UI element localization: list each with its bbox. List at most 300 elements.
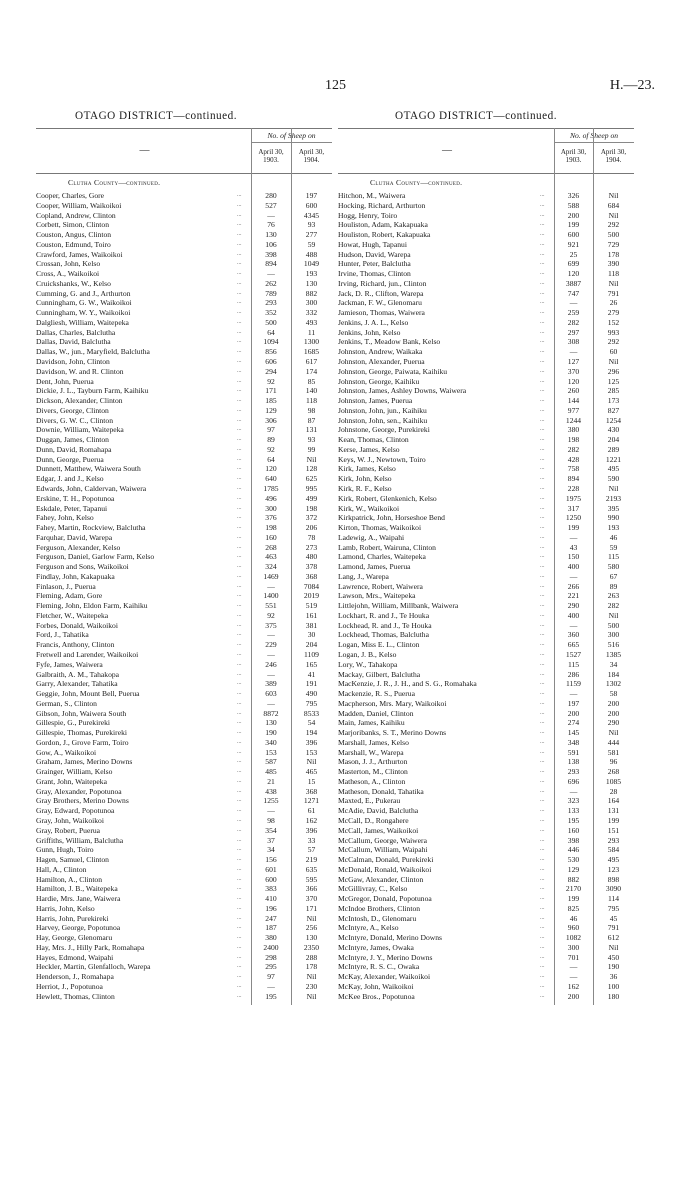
sheep-1904: 206 bbox=[305, 523, 318, 533]
table-row bbox=[338, 298, 634, 308]
sheep-1904: 59 bbox=[609, 542, 618, 552]
sheep-1904: 204 bbox=[607, 435, 620, 445]
owner-name: Gray, John, Waikoikoi bbox=[36, 816, 104, 825]
table-row bbox=[338, 504, 634, 514]
leader-dots: ... bbox=[237, 367, 242, 374]
leader-dots: ... bbox=[540, 719, 545, 726]
sheep-1903: 603 bbox=[265, 689, 277, 699]
sheep-1903: 400 bbox=[567, 562, 580, 572]
table-row bbox=[36, 396, 332, 406]
sheep-1904: 123 bbox=[607, 864, 620, 874]
table-row bbox=[338, 435, 634, 445]
owner-name: Erskine, T. H., Popotunoa bbox=[36, 493, 115, 503]
sheep-1904: 1385 bbox=[605, 649, 622, 659]
header-dash: — bbox=[442, 145, 452, 156]
sheep-1904: 193 bbox=[607, 523, 620, 533]
owner-name: Hitchon, M., Waiwera bbox=[338, 191, 406, 200]
owner-name: Fleming, Adam, Gore bbox=[36, 591, 103, 601]
leader-dots: ... bbox=[237, 777, 242, 784]
owner-name: Johnston, James, Puerua bbox=[338, 396, 413, 406]
sheep-1903: 156 bbox=[265, 855, 277, 865]
leader-dots: ... bbox=[237, 270, 242, 277]
owner-name: Jamieson, Thomas, Waiwera bbox=[338, 308, 425, 318]
owner-name: Lawrence, Robert, Waiwera bbox=[338, 581, 423, 591]
leader-dots: ... bbox=[237, 465, 242, 472]
sheep-1903: 1250 bbox=[565, 513, 582, 523]
owner-name: Dickson, Alexander, Clinton bbox=[36, 396, 123, 406]
owner-name: McIndoe Brothers, Clinton bbox=[338, 903, 421, 913]
leader-dots: ... bbox=[540, 426, 545, 433]
table-row bbox=[338, 543, 634, 553]
leader-dots: ... bbox=[540, 494, 545, 501]
sheep-1903: 228 bbox=[567, 483, 580, 493]
sheep-1903: 2400 bbox=[263, 942, 279, 952]
leader-dots: ... bbox=[540, 240, 545, 247]
sheep-1904: 795 bbox=[305, 698, 318, 708]
sheep-1903: 185 bbox=[265, 396, 277, 406]
sheep-1904: 34 bbox=[609, 659, 618, 669]
leader-dots: ... bbox=[540, 856, 545, 863]
sheep-1903: 300 bbox=[265, 503, 277, 513]
owner-name: Finlason, J., Puerua bbox=[36, 581, 96, 591]
owner-name: Jenkins, T., Meadow Bank, Kelso bbox=[338, 337, 441, 347]
sheep-1903: 340 bbox=[265, 737, 277, 747]
leader-dots: ... bbox=[237, 904, 242, 911]
sheep-1903: 290 bbox=[567, 601, 580, 611]
sheep-1903: 446 bbox=[567, 845, 580, 855]
leader-dots: ... bbox=[540, 690, 545, 697]
sheep-1904: 93 bbox=[307, 220, 316, 230]
column-header-1903 bbox=[251, 148, 291, 164]
leader-dots: ... bbox=[540, 758, 545, 765]
sheep-1904: 45 bbox=[609, 913, 618, 923]
sheep-1904: 41 bbox=[307, 669, 316, 679]
table-row bbox=[36, 865, 332, 875]
sheep-1904: 495 bbox=[607, 464, 620, 474]
leader-dots: ... bbox=[237, 572, 242, 579]
leader-dots: ... bbox=[237, 299, 242, 306]
owner-name: Lockhead, Thomas, Balclutha bbox=[338, 630, 429, 640]
sheep-1904: 118 bbox=[607, 269, 620, 279]
table-row bbox=[36, 533, 332, 543]
owner-name: Forbes, Donald, Waikoikoi bbox=[36, 620, 118, 630]
sheep-1903: 701 bbox=[567, 952, 580, 962]
table-row bbox=[36, 972, 332, 982]
sheep-1903: 370 bbox=[567, 366, 580, 376]
owner-name: Dalgliesh, William, Waitepeka bbox=[36, 317, 129, 327]
owner-name: Hardie, Mrs. Jane, Waiwera bbox=[36, 894, 121, 904]
owner-name: Edgar, J. and J., Kelso bbox=[36, 474, 104, 484]
sheep-1904: 488 bbox=[305, 249, 318, 259]
leader-dots: ... bbox=[540, 709, 545, 716]
table-row bbox=[36, 269, 332, 279]
table-row bbox=[338, 377, 634, 387]
sheep-1903: 25 bbox=[569, 249, 578, 259]
table-row bbox=[36, 357, 332, 367]
table-row bbox=[36, 728, 332, 738]
sheep-1903: 130 bbox=[265, 230, 277, 240]
sheep-1904: 36 bbox=[609, 972, 618, 982]
table-row bbox=[36, 259, 332, 269]
sheep-1904: 194 bbox=[305, 728, 318, 738]
owner-name: Harris, John, Kelso bbox=[36, 903, 95, 913]
sheep-1903: 195 bbox=[567, 816, 580, 825]
owner-name: Lamond, Charles, Waitepeka bbox=[338, 552, 426, 562]
leader-dots: ... bbox=[237, 328, 242, 335]
owner-name: Johnston, George, Kaihiku bbox=[338, 376, 420, 386]
table-row bbox=[338, 455, 634, 465]
header-line: April 30, bbox=[258, 148, 284, 156]
sheep-1903: 198 bbox=[567, 435, 580, 445]
leader-dots: ... bbox=[540, 602, 545, 609]
leader-dots: ... bbox=[540, 934, 545, 941]
owner-name: Gray, Alexander, Popotunoa bbox=[36, 786, 122, 796]
owner-name: Kirk, R. F., Kelso bbox=[338, 483, 392, 493]
sheep-1903: 640 bbox=[265, 474, 277, 484]
leader-dots: ... bbox=[237, 836, 242, 843]
sheep-1904: 87 bbox=[307, 415, 316, 425]
owner-name: Hagen, Samuel, Clinton bbox=[36, 855, 109, 865]
leader-dots: ... bbox=[540, 836, 545, 843]
sheep-1904: Nil bbox=[608, 357, 619, 367]
table-body bbox=[36, 174, 332, 1002]
leader-dots: ... bbox=[237, 611, 242, 618]
table-row bbox=[338, 230, 634, 240]
owner-name: McKay, Alexander, Waikoikoi bbox=[338, 972, 431, 982]
table-row bbox=[338, 357, 634, 367]
sheep-1904: Nil bbox=[306, 972, 317, 982]
sheep-1904: 882 bbox=[305, 288, 318, 298]
owner-name: McCall, D., Rongahere bbox=[338, 816, 409, 825]
leader-dots: ... bbox=[540, 533, 545, 540]
sheep-1903: 260 bbox=[567, 386, 580, 396]
table-row bbox=[338, 943, 634, 953]
sheep-1903: 92 bbox=[267, 610, 275, 620]
sheep-1904: 396 bbox=[305, 825, 318, 835]
sheep-1904: 296 bbox=[607, 366, 620, 376]
leader-dots: ... bbox=[540, 895, 545, 902]
sheep-1903: 1469 bbox=[263, 571, 279, 581]
leader-dots: ... bbox=[540, 192, 545, 198]
sheep-1904: 581 bbox=[607, 747, 620, 757]
leader-dots: ... bbox=[237, 484, 242, 491]
table-row bbox=[338, 738, 634, 748]
sheep-1904: 165 bbox=[305, 659, 318, 669]
sheep-1904: 152 bbox=[607, 317, 620, 327]
leader-dots: ... bbox=[237, 592, 242, 599]
sheep-1904: 495 bbox=[607, 855, 620, 865]
leader-dots: ... bbox=[237, 436, 242, 443]
sheep-1904: 93 bbox=[307, 435, 316, 445]
table-row bbox=[36, 328, 332, 338]
leader-dots: ... bbox=[237, 846, 242, 853]
owner-name: Harvey, George, Popotunoa bbox=[36, 923, 121, 933]
sheep-1903: 789 bbox=[265, 288, 277, 298]
sheep-1904: 268 bbox=[607, 767, 620, 777]
owner-name: Harris, John, Purekireki bbox=[36, 913, 109, 923]
sheep-1903: 34 bbox=[267, 845, 275, 855]
sheep-1903: 894 bbox=[265, 259, 277, 269]
leader-dots: ... bbox=[540, 738, 545, 745]
leader-dots: ... bbox=[540, 973, 545, 980]
owner-name: Jenkins, J. A. L., Kelso bbox=[338, 317, 409, 327]
leader-dots: ... bbox=[540, 328, 545, 335]
sheep-1904: 178 bbox=[607, 249, 620, 259]
leader-dots: ... bbox=[540, 221, 545, 228]
sheep-1904: 7084 bbox=[303, 581, 320, 591]
table-row bbox=[36, 718, 332, 728]
owner-name: Fyfe, James, Waiwera bbox=[36, 659, 103, 669]
sheep-1904: 595 bbox=[305, 874, 318, 884]
leader-dots: ... bbox=[540, 787, 545, 794]
owner-name: Hayes, Edmond, Waipahi bbox=[36, 952, 114, 962]
sheep-1904: 995 bbox=[305, 483, 318, 493]
table-row bbox=[338, 318, 634, 328]
sheep-1903: 323 bbox=[567, 796, 580, 806]
table-row bbox=[338, 836, 634, 846]
table-row bbox=[338, 709, 634, 719]
leader-dots: ... bbox=[237, 817, 242, 823]
leader-dots: ... bbox=[237, 690, 242, 697]
sheep-1904: 300 bbox=[305, 298, 318, 308]
owner-name: Couston, Edmund, Toiro bbox=[36, 239, 111, 249]
sheep-1904: 292 bbox=[607, 220, 620, 230]
leader-dots: ... bbox=[237, 192, 242, 198]
page-number: 125 bbox=[325, 78, 346, 93]
leader-dots: ... bbox=[540, 846, 545, 853]
sheep-1904: 990 bbox=[607, 513, 620, 523]
sheep-1904: 60 bbox=[609, 347, 618, 357]
owner-name: Houliston, Robert, Kakapuaka bbox=[338, 230, 431, 240]
sheep-1903: 758 bbox=[567, 464, 580, 474]
sheep-1904: 390 bbox=[607, 259, 620, 269]
table-row bbox=[338, 953, 634, 963]
sheep-1903: — bbox=[267, 649, 275, 659]
sheep-1903: 375 bbox=[265, 620, 277, 630]
leader-dots: ... bbox=[237, 856, 242, 863]
sheep-1904: 153 bbox=[305, 747, 318, 757]
sheep-1903: 246 bbox=[265, 659, 277, 669]
table-row bbox=[338, 494, 634, 504]
table-row bbox=[338, 796, 634, 806]
table-row bbox=[338, 670, 634, 680]
sheep-1903: 380 bbox=[265, 933, 277, 943]
sheep-1903: 97 bbox=[267, 972, 275, 982]
owner-name: McKee Bros., Popotunoa bbox=[338, 991, 415, 1001]
sheep-1903: 699 bbox=[567, 259, 580, 269]
owner-name: McGillivray, C., Kelso bbox=[338, 884, 408, 894]
leader-dots: ... bbox=[540, 553, 545, 560]
sheep-1903: 398 bbox=[567, 835, 580, 845]
owner-name: Gray Brothers, Merino Downs bbox=[36, 796, 129, 806]
sheep-1904: 200 bbox=[607, 698, 620, 708]
sheep-1904: 184 bbox=[607, 669, 620, 679]
table-row bbox=[36, 494, 332, 504]
leader-dots: ... bbox=[540, 641, 545, 648]
sheep-1903: 530 bbox=[567, 855, 580, 865]
sheep-1904: 279 bbox=[607, 308, 620, 318]
leader-dots: ... bbox=[237, 260, 242, 267]
table-row bbox=[338, 367, 634, 377]
owner-name: McGregor, Donald, Popotunoa bbox=[338, 894, 432, 904]
sheep-1903: 696 bbox=[567, 776, 580, 786]
county-subheading: Clutha County—continued. bbox=[370, 178, 463, 187]
sheep-1904: 3090 bbox=[605, 884, 622, 894]
county-subheading: Clutha County—continued. bbox=[68, 178, 161, 187]
leader-dots: ... bbox=[237, 797, 242, 804]
table-row bbox=[36, 884, 332, 894]
sheep-1904: 98 bbox=[307, 405, 316, 415]
owner-name: Gillespie, Thomas, Purekireki bbox=[36, 728, 127, 738]
sheep-1903: 1975 bbox=[565, 493, 582, 503]
table-row bbox=[338, 914, 634, 924]
leader-dots: ... bbox=[237, 621, 242, 628]
owner-name: Hall, A., Clinton bbox=[36, 864, 87, 874]
header-line: 1903. bbox=[565, 156, 582, 164]
table-row bbox=[338, 621, 634, 631]
owner-name: Heckler, Martin, Glenfalloch, Warepa bbox=[36, 962, 151, 972]
sheep-1904: 130 bbox=[305, 278, 318, 288]
sheep-1903: 120 bbox=[567, 269, 580, 279]
sheep-1904: 635 bbox=[305, 864, 318, 874]
owner-name: Davidson, W. and R. Clinton bbox=[36, 366, 124, 376]
owner-name: Hewlett, Thomas, Clinton bbox=[36, 991, 115, 1001]
sheep-1903: 187 bbox=[265, 923, 277, 933]
sheep-1903: 293 bbox=[567, 767, 580, 777]
sheep-1904: 2019 bbox=[303, 591, 320, 601]
sheep-1903: 133 bbox=[567, 806, 580, 816]
sheep-1904: 396 bbox=[305, 737, 318, 747]
sheep-1904: 130 bbox=[305, 933, 318, 943]
table-row bbox=[338, 660, 634, 670]
owner-name: Kirk, John, Kelso bbox=[338, 474, 392, 484]
owner-name: Ford, J., Tahatika bbox=[36, 630, 89, 640]
sheep-1904: 11 bbox=[307, 327, 316, 337]
table-row bbox=[36, 220, 332, 230]
sheep-1903: — bbox=[569, 962, 578, 972]
owner-name: Edwards, John, Caldervan, Waiwera bbox=[36, 483, 147, 493]
owner-name: Hogg, Henry, Toiro bbox=[338, 210, 398, 220]
leader-dots: ... bbox=[540, 543, 545, 550]
owner-name: Kirton, Thomas, Waikoikoi bbox=[338, 523, 422, 533]
owner-name: Eskdale, Peter, Tapanui bbox=[36, 503, 108, 513]
table-row bbox=[338, 757, 634, 767]
sheep-1903: — bbox=[267, 581, 275, 591]
sheep-1903: — bbox=[569, 347, 578, 357]
sheep-1904: 898 bbox=[607, 874, 620, 884]
sheep-1903: — bbox=[267, 269, 275, 279]
owner-name: Cunningham, G. W., Waikoikoi bbox=[36, 298, 132, 308]
owner-name: McKay, John, Waikoikoi bbox=[338, 982, 414, 992]
table-row bbox=[338, 220, 634, 230]
table-row bbox=[36, 347, 332, 357]
leader-dots: ... bbox=[540, 397, 545, 404]
owner-name: Crawford, James, Waikoikoi bbox=[36, 249, 123, 259]
column-divider bbox=[291, 128, 292, 1005]
leader-dots: ... bbox=[237, 914, 242, 921]
leader-dots: ... bbox=[237, 416, 242, 423]
sheep-1903: 282 bbox=[567, 444, 580, 454]
table-row bbox=[338, 425, 634, 435]
sheep-1904: 96 bbox=[609, 757, 618, 767]
table-row bbox=[338, 865, 634, 875]
owner-name: McIntyre, Donald, Merino Downs bbox=[338, 933, 442, 943]
sheep-1904: 115 bbox=[607, 552, 620, 562]
leader-dots: ... bbox=[237, 983, 242, 990]
sheep-1903: 130 bbox=[265, 718, 277, 728]
sheep-1903: 43 bbox=[569, 542, 578, 552]
table-row bbox=[338, 816, 634, 826]
sheep-1904: 199 bbox=[607, 816, 620, 825]
right-heading: OTAGO DISTRICT—continued. bbox=[395, 110, 557, 122]
sheep-1903: — bbox=[267, 698, 275, 708]
owner-name: Lamond, James, Puerua bbox=[338, 562, 411, 572]
sheep-1903: 352 bbox=[265, 308, 277, 318]
table-row bbox=[338, 533, 634, 543]
owner-name: Grainger, William, Kelso bbox=[36, 767, 113, 777]
leader-dots: ... bbox=[237, 358, 242, 365]
sheep-1903: 317 bbox=[567, 503, 580, 513]
sheep-1904: 395 bbox=[607, 503, 620, 513]
owner-name: Grant, John, Waitepeka bbox=[36, 776, 107, 786]
owner-name: Marshall, James, Kelso bbox=[338, 737, 409, 747]
sheep-1904: Nil bbox=[608, 483, 619, 493]
owner-name: Divers, George, Clinton bbox=[36, 405, 109, 415]
owner-name: McIntyre, James, Owaka bbox=[338, 942, 414, 952]
sheep-1903: — bbox=[267, 982, 275, 992]
sheep-1904: Nil bbox=[608, 278, 619, 288]
owner-name: Cruickshanks, W., Kelso bbox=[36, 278, 111, 288]
sheep-1903: 160 bbox=[265, 532, 277, 542]
leader-dots: ... bbox=[540, 504, 545, 511]
table-row bbox=[36, 796, 332, 806]
sheep-1903: 280 bbox=[265, 191, 277, 200]
table-row bbox=[36, 709, 332, 719]
table-row bbox=[36, 992, 332, 1002]
sheep-1904: 1085 bbox=[605, 776, 622, 786]
owner-name: Masterton, M., Clinton bbox=[338, 767, 408, 777]
owner-name: Dickie, J. L., Tayburn Farm, Kaihiku bbox=[36, 386, 149, 396]
sheep-1903: 120 bbox=[567, 376, 580, 386]
leader-dots: ... bbox=[540, 445, 545, 452]
owner-name: Fleming, John, Eldon Farm, Kaihiku bbox=[36, 601, 148, 611]
table-row bbox=[36, 191, 332, 201]
sheep-1904: 368 bbox=[305, 571, 318, 581]
owner-name: Couston, Angus, Clinton bbox=[36, 230, 112, 240]
sheep-1904: 1254 bbox=[605, 415, 622, 425]
sheep-1903: 197 bbox=[567, 698, 580, 708]
leader-dots: ... bbox=[237, 387, 242, 394]
table-row bbox=[36, 738, 332, 748]
leader-dots: ... bbox=[540, 768, 545, 775]
owner-name: McAdie, David, Balclutha bbox=[338, 806, 419, 816]
sheep-1903: — bbox=[569, 689, 578, 699]
sheep-1903: 199 bbox=[567, 523, 580, 533]
sheep-1903: 92 bbox=[267, 444, 275, 454]
sheep-1903: 274 bbox=[567, 718, 580, 728]
owner-name: Johnstone, George, Purekireki bbox=[338, 425, 430, 435]
table-row bbox=[338, 474, 634, 484]
sheep-1903: 921 bbox=[567, 239, 580, 249]
sheep-1903: 262 bbox=[265, 278, 277, 288]
owner-name: McGaw, Alexander, Clinton bbox=[338, 874, 424, 884]
sheep-1903: 496 bbox=[265, 493, 277, 503]
owner-name: Kirkpatrick, John, Horseshoe Bend bbox=[338, 513, 445, 523]
sheep-1903: 600 bbox=[265, 874, 277, 884]
table-row bbox=[36, 289, 332, 299]
sheep-1903: — bbox=[267, 210, 275, 220]
sheep-1904: 791 bbox=[607, 923, 620, 933]
